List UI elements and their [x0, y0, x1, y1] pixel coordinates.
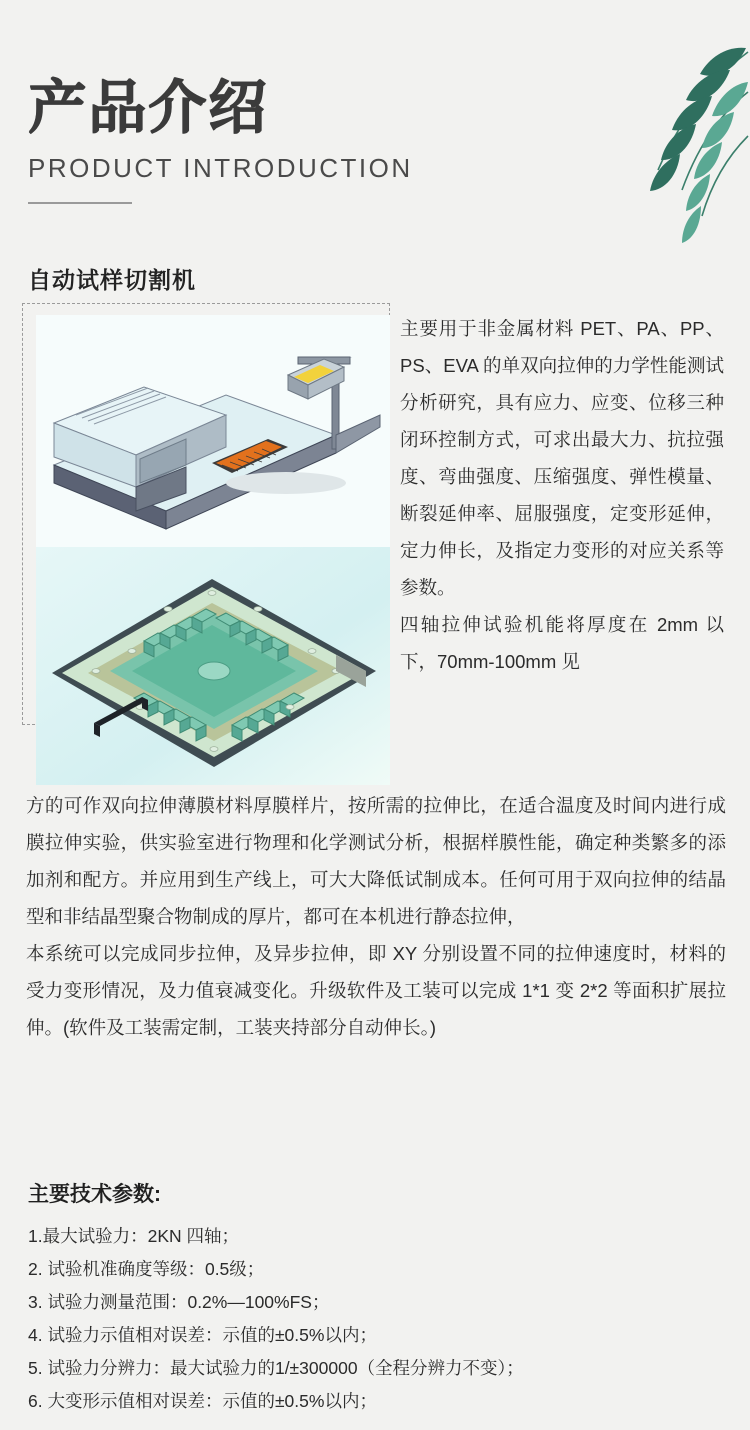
title-divider	[28, 202, 132, 204]
leaf-decoration	[560, 40, 750, 270]
tech-params-title: 主要技术参数:	[28, 1183, 161, 1206]
tech-params-block	[28, 1178, 728, 1418]
page-header	[28, 75, 588, 204]
product-image-group	[36, 315, 390, 785]
page-title: 产品介绍	[28, 75, 269, 140]
tech-param-item: 4. 试验力示值相对误差：示值的±0.5%以内；	[28, 1325, 377, 1345]
tech-param-item: 3. 试验力测量范围：0.2%—100%FS；	[28, 1292, 330, 1312]
intro-paragraph-2: 四轴拉伸试验机能将厚度在 2mm 以下，70mm-100mm 见	[400, 614, 724, 672]
intro-paragraph-3: 方的可作双向拉伸薄膜材料厚膜样片，按所需的拉伸比，在适合温度及时间内进行成膜拉伸实验，供实验室进行物理和化学测试分析，根据样膜性能，确定种类繁多的添加剂和配方。并应用到生产线上，可大大降低试制成本。任何可用于双向拉伸的结晶型和非结晶型聚合物制成的厚片，都可在本机进行静态拉伸，	[26, 795, 726, 927]
machine-render	[36, 315, 390, 547]
fixture-render	[36, 547, 390, 785]
intro-paragraph-1: 主要用于非金属材料 PET、PA、PP、PS、EVA 的单双向拉伸的力学性能测试分析研究，具有应力、应变、位移三种闭环控制方式，可求出最大力、抗拉强度、弯曲强度、压缩强度、弹性模量、断裂延伸率、屈服强度，定变形延伸，定力伸长，及指定力变形的对应关系等参数。	[400, 318, 724, 598]
tech-param-item: 5. 试验力分辨力：最大试验力的1/±300000（全程分辨力不变）；	[28, 1358, 524, 1378]
tech-param-item: 2. 试验机准确度等级：0.5级；	[28, 1259, 265, 1279]
intro-right-column	[400, 310, 724, 680]
page-subtitle: PRODUCT INTRODUCTION	[28, 152, 413, 183]
tech-param-item: 1.最大试验力：2KN 四轴；	[28, 1226, 239, 1246]
tech-param-item: 6. 大变形示值相对误差：示值的±0.5%以内；	[28, 1391, 377, 1411]
section-title: 自动试样切割机	[28, 267, 196, 293]
intro-paragraph-4: 本系统可以完成同步拉伸，及异步拉伸，即 XY 分别设置不同的拉伸速度时，材料的受力变形情况，及力值衰减变化。升级软件及工装可以完成 1*1 变 2*2 等面积扩展拉伸。(软件及工装需定制，工装夹持部分自动伸长。)	[26, 943, 726, 1038]
intro-wide-column	[26, 787, 726, 1046]
